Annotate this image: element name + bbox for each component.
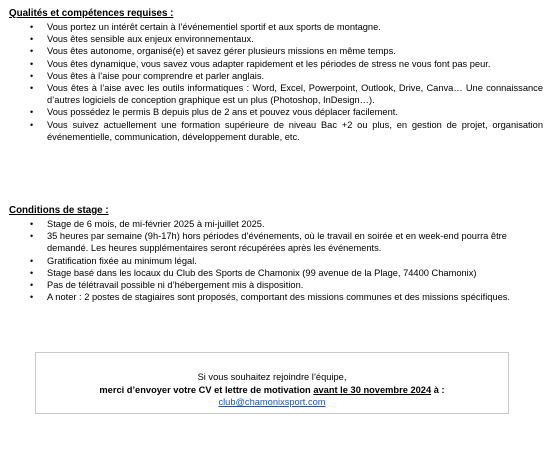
contact-line-2-end: à : bbox=[431, 384, 445, 395]
bullet-icon: • bbox=[30, 83, 34, 94]
list-item bbox=[9, 279, 543, 291]
list-item bbox=[9, 45, 543, 57]
list-item bbox=[9, 70, 543, 82]
list-item bbox=[9, 58, 543, 70]
list-item bbox=[9, 255, 543, 267]
list-item bbox=[9, 291, 543, 303]
list-item-text: Stage de 6 mois, de mi-février 2025 à mi-juillet 2025. bbox=[47, 219, 265, 229]
list-item-text: Vous êtes sensible aux enjeux environnementaux. bbox=[47, 34, 254, 45]
list-item bbox=[9, 82, 543, 106]
list-item-text: 35 heures par semaine (9h-17h) hors périodes d’événements, où le travail en soirée et en week-end pourra être demandé. Les heures supplémentaires seront récupérées après les événements. bbox=[47, 231, 507, 254]
list-item-text: Vous portez un intérêt certain à l’événementiel sportif et aux sports de montagne. bbox=[47, 22, 381, 32]
list-item bbox=[9, 33, 543, 45]
conditions-list bbox=[9, 218, 543, 303]
bullet-icon: • bbox=[30, 280, 34, 291]
list-item-text: Pas de télétravail possible ni d’hébergement mis à disposition. bbox=[47, 280, 304, 291]
list-item bbox=[9, 119, 543, 143]
bullet-icon: • bbox=[30, 70, 34, 81]
list-item-text: Vous êtes à l’aise avec les outils informatiques : Word, Excel, Powerpoint, Outlook, Drive, Canva… Une connaissance d’autres logiciels de conception graphique est un plus (Photoshop, InDesign…). bbox=[47, 83, 543, 106]
list-item bbox=[9, 230, 543, 254]
bullet-icon: • bbox=[30, 58, 34, 69]
conditions-section bbox=[9, 205, 543, 303]
list-item bbox=[9, 267, 543, 279]
list-item-text: A noter : 2 postes de stagiaires sont proposés, comportant des missions communes et des missions spécifiques. bbox=[47, 292, 511, 303]
contact-line-2-start: merci d’envoyer votre CV et lettre de motivation bbox=[99, 384, 314, 395]
email-link[interactable]: club@chamonixsport.com bbox=[218, 397, 326, 407]
list-item bbox=[9, 21, 543, 33]
list-item-text: Gratification fixée au minimum légal. bbox=[47, 255, 197, 266]
contact-line-1: Si vous souhaitez rejoindre l’équipe, bbox=[197, 372, 347, 382]
list-item-text: Vous possédez le permis B depuis plus de 2 ans et pouvez vous déplacer facilement. bbox=[47, 107, 398, 118]
contact-line-2 bbox=[36, 384, 508, 397]
bullet-icon: • bbox=[30, 231, 34, 242]
list-item-text: Vous êtes dynamique, vous savez vous adapter rapidement et les périodes de stress ne vous font pas peur. bbox=[47, 58, 491, 69]
bullet-icon: • bbox=[30, 46, 34, 57]
deadline: avant le 30 novembre 2024 bbox=[313, 384, 432, 395]
list-item-text: Vous suivez actuellement une formation supérieure de niveau Bac +2 ou plus, en gestion de projet, organisation événementielle, communication, développement durable, etc. bbox=[47, 119, 543, 142]
list-item-text: Vous êtes autonome, organisé(e) et savez gérer plusieurs missions en même temps. bbox=[47, 46, 396, 57]
bullet-icon: • bbox=[30, 107, 34, 118]
contact-box bbox=[35, 352, 509, 414]
list-item bbox=[9, 106, 543, 118]
list-item-text: Vous êtes à l’aise pour comprendre et parler anglais. bbox=[47, 70, 265, 81]
qualites-section bbox=[9, 8, 543, 143]
bullet-icon: • bbox=[30, 34, 34, 45]
qualites-list bbox=[9, 21, 543, 143]
bullet-icon: • bbox=[30, 255, 34, 266]
bullet-icon: • bbox=[30, 22, 34, 32]
list-item bbox=[9, 218, 543, 230]
bullet-icon: • bbox=[30, 119, 34, 130]
conditions-heading: Conditions de stage : bbox=[9, 205, 109, 216]
bullet-icon: • bbox=[30, 219, 34, 229]
list-item-text: Stage basé dans les locaux du Club des Sports de Chamonix (99 avenue de la Plage, 74400 Chamonix) bbox=[47, 267, 477, 278]
bullet-icon: • bbox=[30, 267, 34, 278]
bullet-icon: • bbox=[30, 292, 34, 303]
qualites-heading: Qualités et compétences requises : bbox=[9, 8, 174, 19]
